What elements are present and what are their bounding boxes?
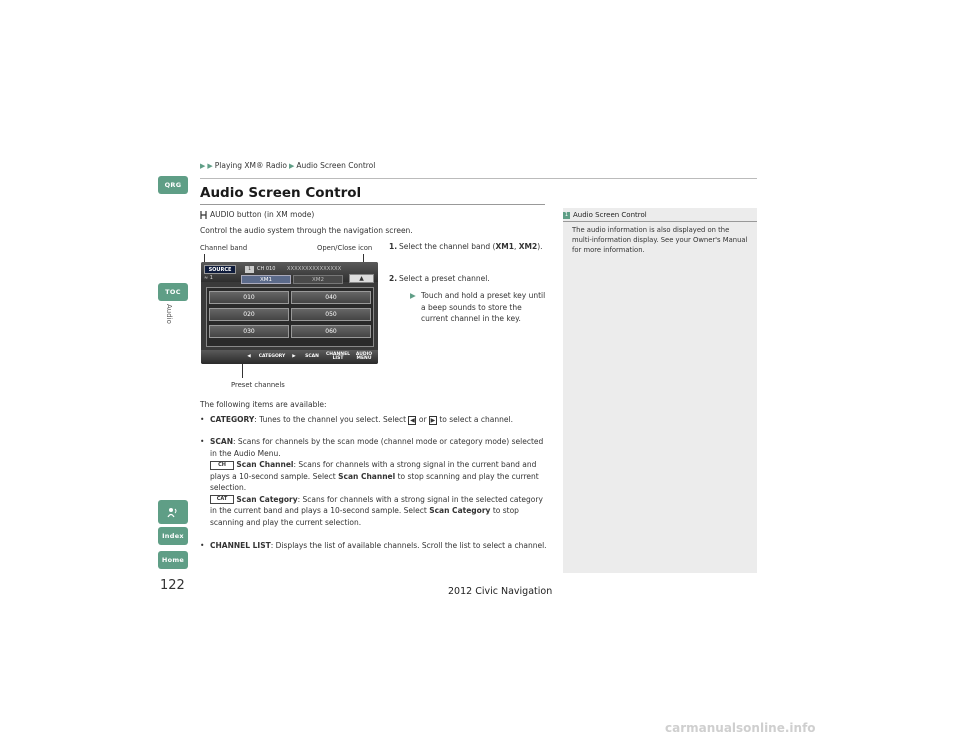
- voice-tab[interactable]: [158, 500, 188, 524]
- qrg-tab[interactable]: QRG: [158, 176, 188, 194]
- item-text: : Displays the list of available channels. Scroll the list to select a channel.: [270, 541, 547, 550]
- step-number: 1.: [389, 242, 398, 251]
- note-divider: [563, 221, 757, 222]
- substep-arrow-icon: ▶: [410, 291, 416, 300]
- audio-menu-button[interactable]: AUDIO MENU: [355, 351, 373, 361]
- header-divider: [200, 178, 757, 179]
- preset-button[interactable]: 050: [291, 308, 371, 321]
- note-icon: 1: [564, 211, 569, 218]
- band-indicator: [204, 275, 213, 281]
- item-label: Scan Category: [236, 494, 298, 504]
- right-arrow-key-icon: ▶: [430, 416, 436, 424]
- item-scan: • SCAN: Scans for channels by the scan mode (channel mode or category mode) selected in the Audio Menu. CH Scan Channel: Scans for channels with a strong signal in the current band and plays a 10-second sample. Select Scan Channel to stop scanning and play the current selection. CAT Scan Category: Scans for channels with a strong signal in the selected category in the current band and plays a 10-second sample. Select Scan Category to stop scanning and play the current selection.: [200, 437, 544, 527]
- breadcrumb-arrow-icon: ▶: [288, 161, 295, 170]
- voice-icon: [167, 506, 179, 518]
- item-text: or: [418, 415, 427, 424]
- preset-button[interactable]: 060: [291, 325, 371, 338]
- hard-key-reference: [200, 210, 314, 219]
- step-text: Select the channel band (: [399, 242, 496, 251]
- preset-button[interactable]: 020: [209, 308, 289, 321]
- scan-button[interactable]: SCAN: [305, 353, 319, 359]
- substep-text: Touch and hold a preset key until a beep sounds to store the current channel in the key.: [421, 291, 546, 323]
- note-panel: [563, 208, 757, 573]
- caption-channel-band: Channel band: [200, 244, 248, 252]
- page-title: Audio Screen Control: [200, 185, 362, 201]
- step-text: ,: [513, 242, 519, 251]
- preset-button[interactable]: 030: [209, 325, 289, 338]
- band-xm1-label: XM1: [495, 242, 514, 251]
- channel-list-button[interactable]: CHANNEL LIST: [325, 351, 351, 361]
- scan-channel-icon: CH: [210, 461, 234, 470]
- preset-button[interactable]: 040: [291, 291, 371, 304]
- item-channel-list: • CHANNEL LIST: Displays the list of available channels. Scroll the list to select a channel.: [200, 541, 547, 550]
- channel-number: CH 010: [257, 266, 276, 272]
- toc-tab[interactable]: TOC: [158, 283, 188, 301]
- step-number: 2.: [389, 274, 398, 283]
- breadcrumb-arrow-icon: ▶: [207, 161, 213, 170]
- breadcrumb-item[interactable]: Playing XM® Radio: [214, 161, 287, 170]
- band-xm2-label: XM2: [518, 242, 538, 251]
- open-close-icon: ▲: [359, 275, 364, 282]
- category-button[interactable]: CATEGORY: [258, 353, 286, 359]
- intro-text: Control the audio system through the navigation screen.: [200, 226, 413, 235]
- item-label: Scan Channel: [338, 471, 396, 481]
- breadcrumb-arrow-icon: ▶: [200, 161, 206, 170]
- step-text: ).: [537, 242, 543, 251]
- item-text: : Tunes to the channel you select. Select: [254, 415, 407, 424]
- available-items-heading: The following items are available:: [200, 400, 327, 409]
- open-close-button[interactable]: [349, 274, 374, 283]
- caption-preset-channels: Preset channels: [231, 381, 285, 389]
- channel-name: XXXXXXXXXXXXXXX: [287, 266, 342, 272]
- step-2: [389, 273, 549, 284]
- note-heading: [563, 211, 647, 219]
- tab-xm1[interactable]: XM1: [241, 275, 291, 284]
- item-label: CHANNEL LIST: [210, 541, 271, 550]
- scan-category-icon: CAT: [210, 495, 234, 504]
- step-text: Select a preset channel.: [399, 274, 490, 283]
- band-number: 1: [209, 275, 213, 281]
- section-label: Audio: [165, 304, 173, 324]
- item-text: to stop scanning and play the current selection.: [210, 506, 519, 527]
- home-tab[interactable]: Home: [158, 551, 188, 569]
- note-body: The audio information is also displayed on the multi-information display. See your Owner's Manual for more information.: [572, 226, 748, 254]
- breadcrumb-item[interactable]: Audio Screen Control: [296, 161, 376, 170]
- item-text: to stop scanning and play the current selection.: [210, 471, 539, 492]
- title-divider: [200, 204, 545, 205]
- caption-open-close: Open/Close icon: [317, 244, 373, 252]
- breadcrumb: [200, 161, 375, 170]
- page-number: 122: [160, 578, 185, 593]
- item-label: Scan Category: [429, 506, 491, 515]
- category-next-button[interactable]: ▶: [292, 353, 296, 359]
- category-prev-button[interactable]: ◀: [247, 353, 251, 359]
- screen-bottom-bar: [201, 350, 378, 364]
- item-text: : Scans for channels by the scan mode (channel mode or category mode) selected in the Audio Menu.: [210, 437, 544, 458]
- item-label: Scan Channel: [236, 460, 294, 469]
- channel-badge: 1: [245, 266, 254, 273]
- item-category: • CATEGORY: Tunes to the channel you select. Select ◀ or ▶ to select a channel.: [200, 415, 513, 424]
- item-label: SCAN: [210, 437, 233, 446]
- index-tab[interactable]: Index: [158, 527, 188, 545]
- preset-button[interactable]: 010: [209, 291, 289, 304]
- audio-screen-image: [201, 262, 378, 364]
- home-key-icon: [200, 211, 207, 219]
- preset-panel: [206, 287, 374, 347]
- left-arrow-key-icon: ◀: [410, 416, 415, 424]
- item-text: : Scans for channels with a strong signal in the current band and plays a 10-second sample. Select: [210, 460, 537, 481]
- step-2-substep: [410, 290, 550, 325]
- xm-logo-icon: ≈: [204, 275, 209, 281]
- footer-title: 2012 Civic Navigation: [448, 586, 553, 597]
- step-1: [389, 241, 549, 252]
- item-text: to select a channel.: [439, 415, 513, 424]
- tab-xm2[interactable]: XM2: [293, 275, 343, 284]
- item-label: CATEGORY: [210, 415, 255, 424]
- watermark: carmanualsonline.info: [665, 721, 816, 735]
- hard-key-text: AUDIO button (in XM mode): [210, 210, 315, 219]
- note-title: Audio Screen Control: [573, 211, 647, 219]
- item-text: : Scans for channels with a strong signal in the selected category in the current band and plays a 10-second sample. Select: [210, 494, 543, 515]
- source-button[interactable]: SOURCE: [204, 265, 236, 274]
